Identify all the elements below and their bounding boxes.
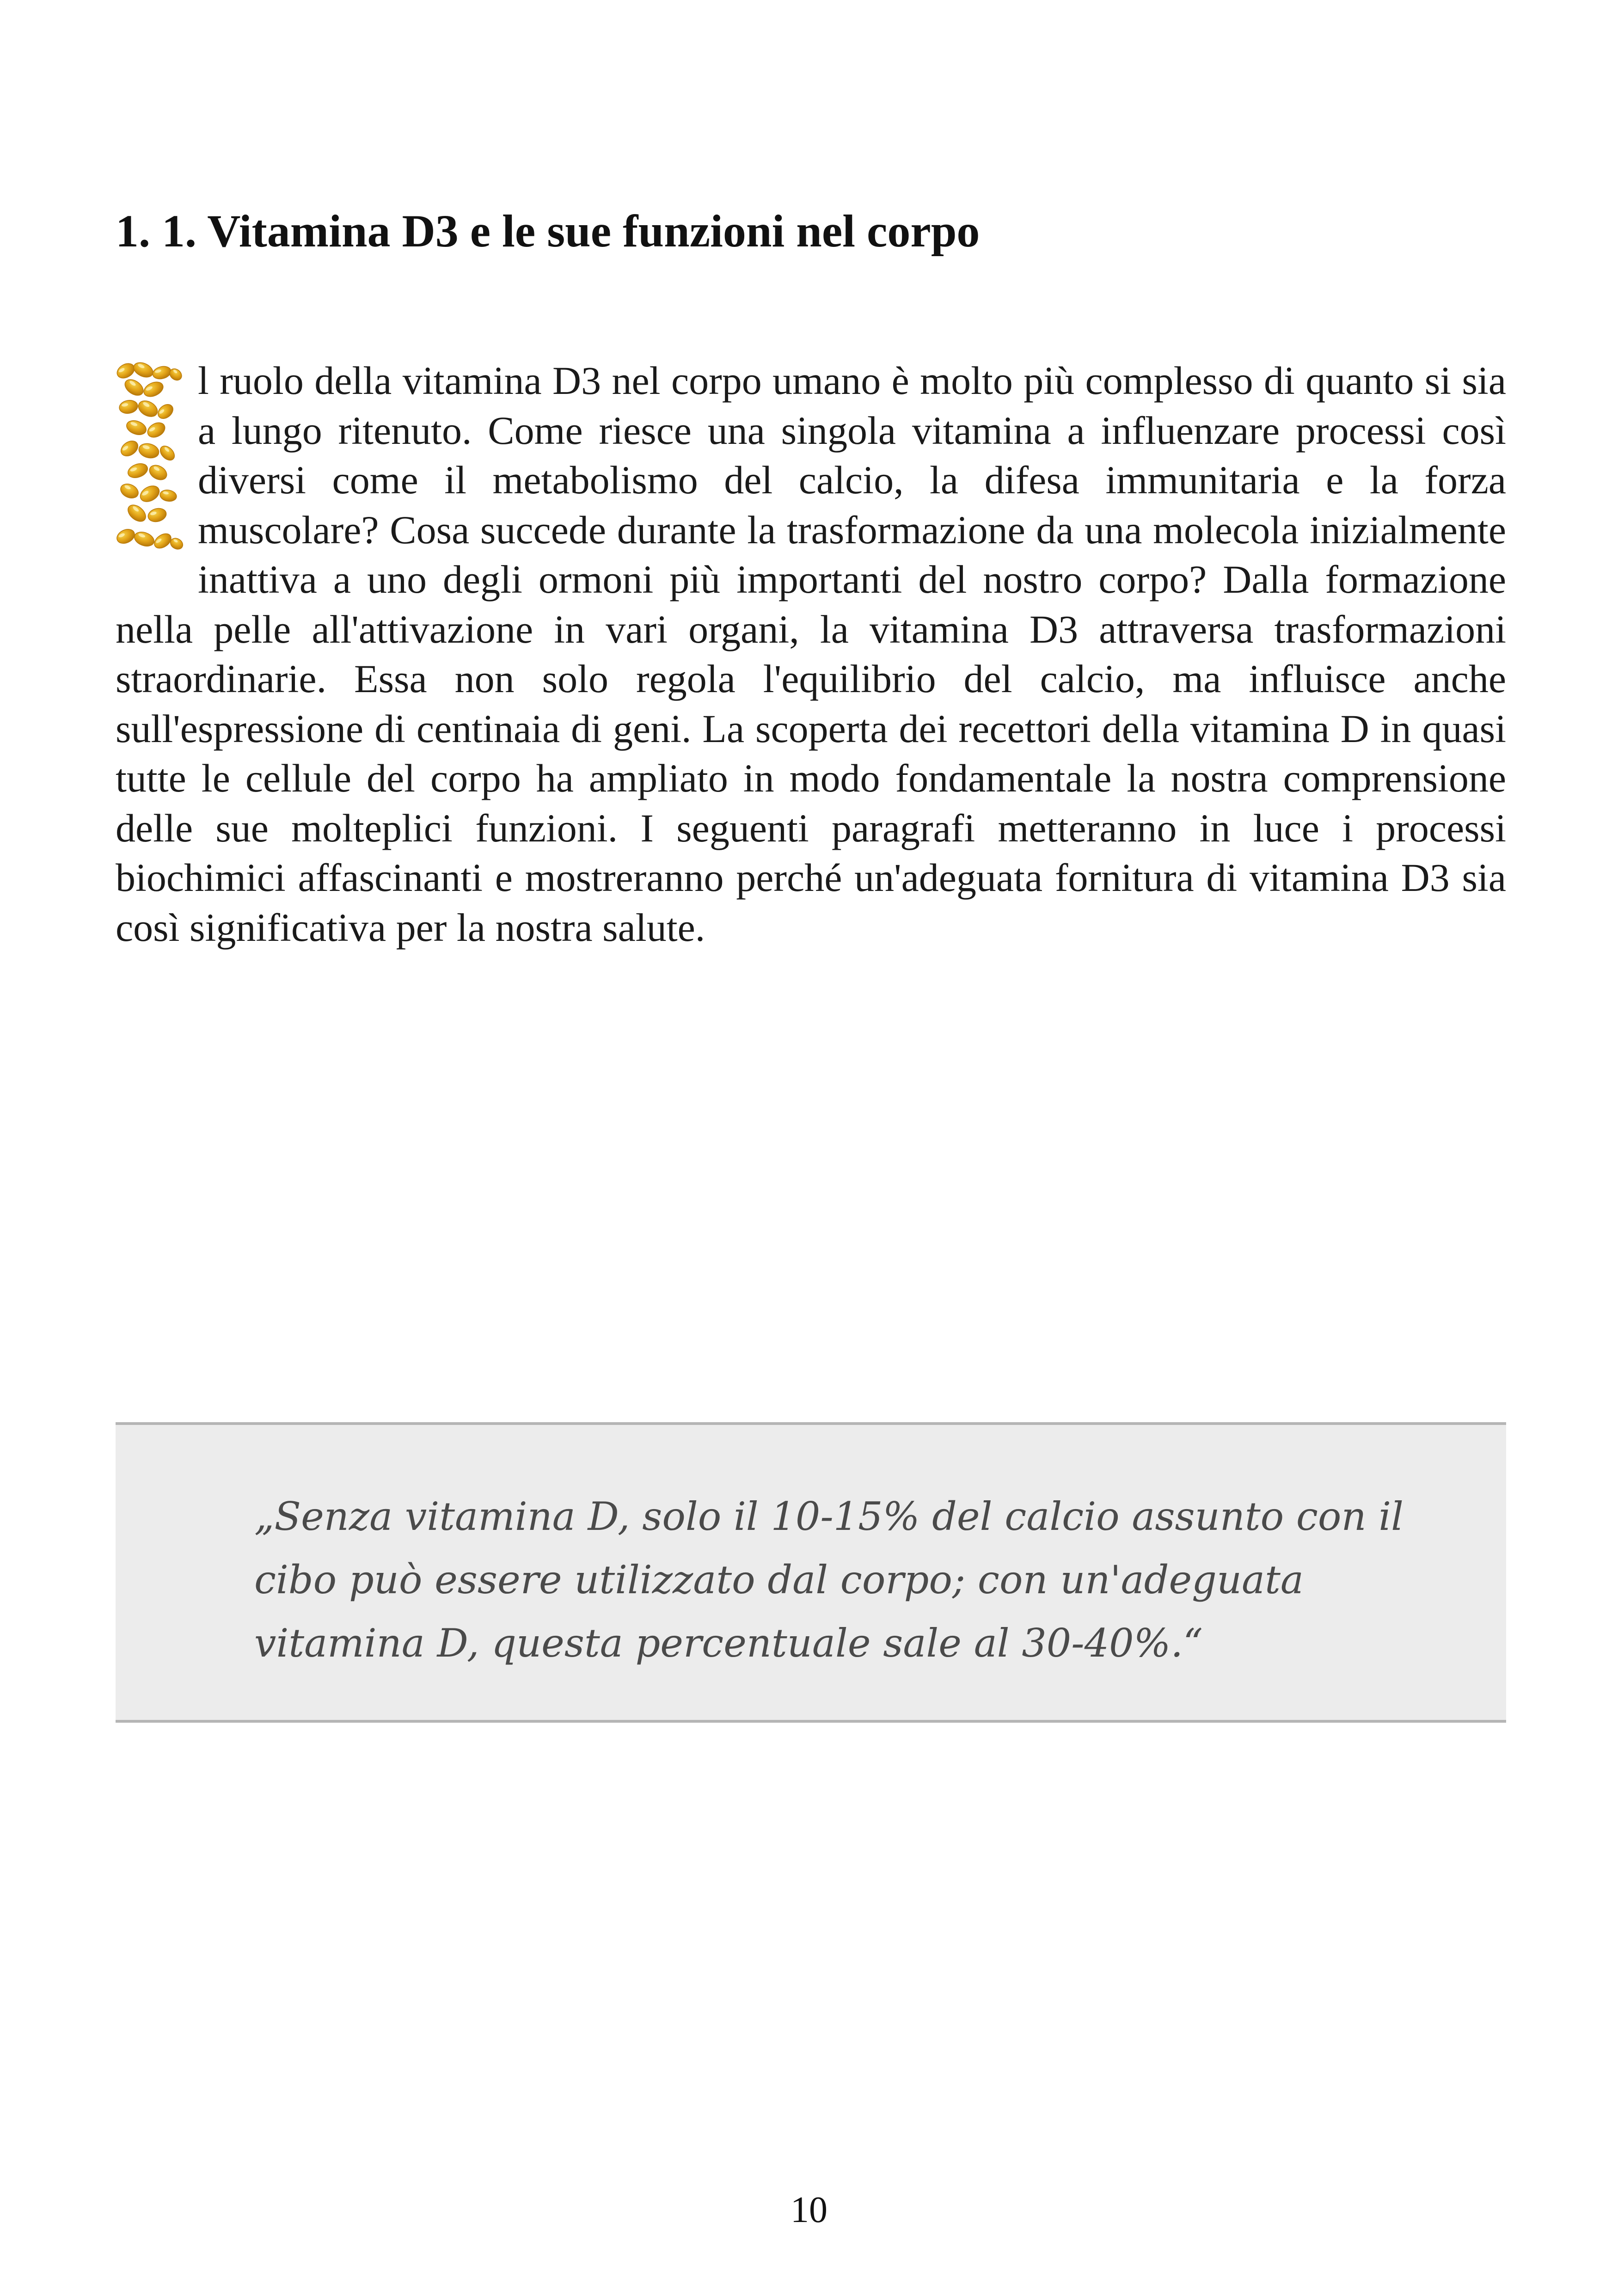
dropcap-capsules-letter-i	[116, 361, 185, 559]
capsule-shape	[118, 481, 141, 501]
capsule-shape	[147, 462, 170, 483]
capsule-shape	[159, 489, 178, 503]
capsule-shape	[126, 461, 150, 480]
quote-text: „Senza vitamina D, solo il 10-15% del calcio assunto con il cibo può essere utilizzato dal corpo; con un'adeguata vitamina D, questa percentuale sale al 30-40%.“	[254, 1494, 1404, 1666]
capsule-shape	[158, 443, 177, 463]
capsule-shape	[137, 483, 162, 505]
capsule-shape	[116, 361, 137, 381]
capsule-shape	[125, 502, 149, 525]
capsule-icon	[116, 361, 185, 559]
capsule-shape	[131, 361, 155, 380]
body-paragraph	[116, 356, 1506, 952]
capsule-shape	[137, 442, 160, 460]
capsule-shape	[122, 376, 146, 399]
capsule-shape	[141, 379, 165, 399]
capsule-shape	[125, 418, 148, 437]
page-number: 10	[791, 2190, 827, 2230]
capsule-shape	[155, 401, 176, 421]
capsule-shape	[151, 364, 172, 381]
section-heading: 1. 1. Vitamina D3 e le sue funzioni nel corpo	[116, 205, 980, 257]
capsule-shape	[133, 529, 156, 548]
capsule-shape	[145, 420, 168, 440]
quote-box	[116, 1422, 1506, 1723]
capsule-shape	[118, 399, 139, 415]
capsule-shape	[147, 506, 168, 523]
capsule-shape	[135, 398, 160, 420]
capsule-shape	[118, 438, 141, 459]
body-text: l ruolo della vitamina D3 nel corpo umano è molto più complesso di quanto si sia a lungo ritenuto. Come riesce una singola vitamina a influenzare processi così diversi come il metabolismo del calcio, la difesa immunitaria e la forza muscolare? Cosa succede durante la trasformazione da una molecola inizialmente inattiva a uno degli ormoni più importanti del nostro corpo? Dalla formazione nella pelle all'attivazione in vari organi, la vitamina D3 attraversa trasformazioni straordinarie. Essa non solo regola l'equilibrio del calcio, ma influisce anche sull'espressione di centinaia di geni. La scoperta dei recettori della vitamina D in quasi tutte le cellule del corpo ha ampliato in modo fondamentale la nostra comprensione delle sue molteplici funzioni. I seguenti paragrafi metteranno in luce i processi biochimici affascinanti e mostreranno perché un'adeguata fornitura di vitamina D3 sia così significativa per la nostra salute.	[116, 358, 1506, 950]
